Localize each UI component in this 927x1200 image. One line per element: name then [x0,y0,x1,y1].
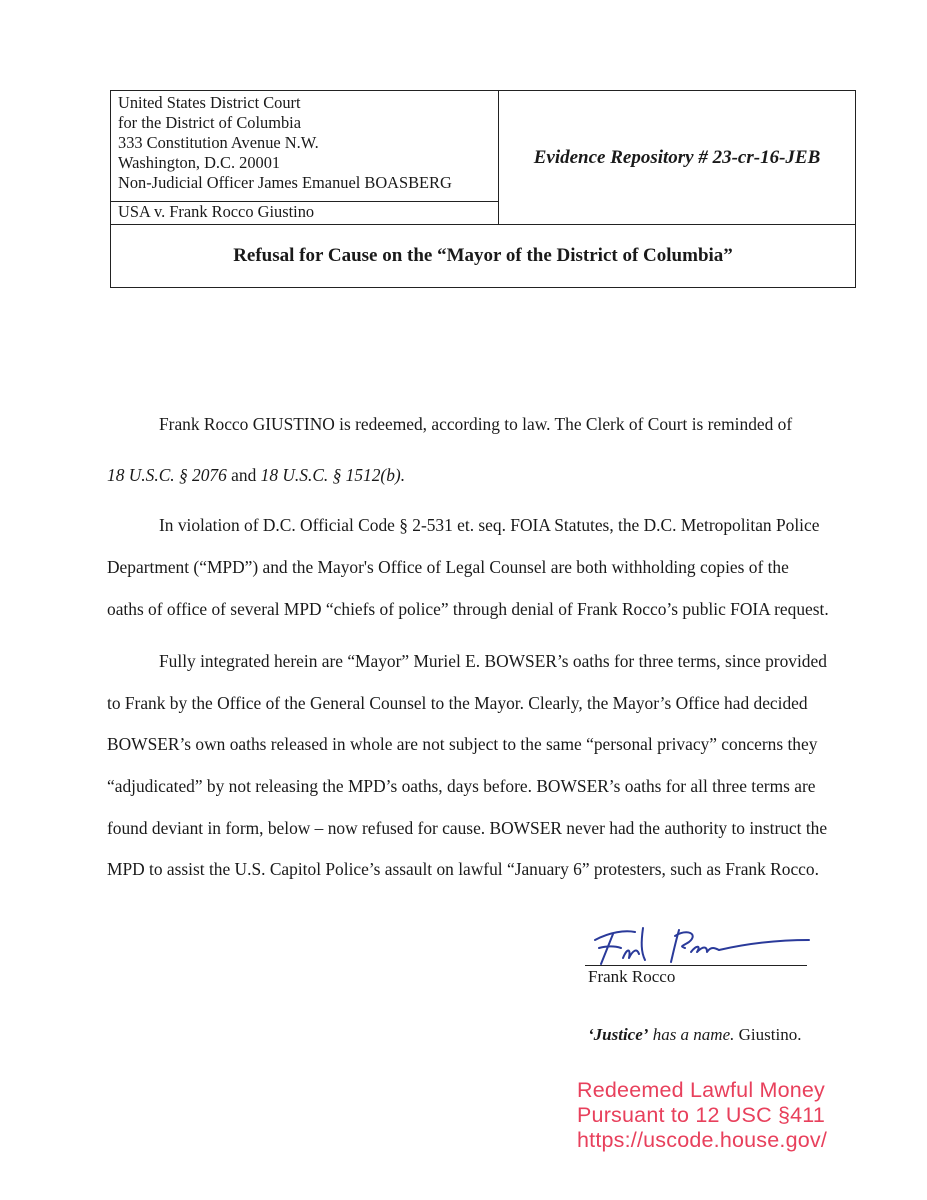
motto-justice: ‘Justice’ [588,1025,649,1044]
document-title: Refusal for Cause on the “Mayor of the District of Columbia” [233,245,733,266]
paragraph-3-line-2: to Frank by the Office of the General Counsel to the Mayor. Clearly, the Mayor’s Office had decided [107,693,808,713]
paragraph-2-line-3: oaths of office of several MPD “chiefs of police” through denial of Frank Rocco’s public FOIA request. [107,599,829,619]
court-district: for the District of Columbia [118,113,301,132]
citation-1512: 18 U.S.C. § 1512(b). [260,465,406,485]
justice-motto [588,1025,801,1045]
court-address-block [111,91,499,201]
court-city: Washington, D.C. 20001 [118,153,281,172]
stamp-line-2: Pursuant to 12 USC §411 [577,1103,826,1127]
motto-has-a-name: has a name. [648,1025,735,1044]
paragraph-3-line-3: BOWSER’s own oaths released in whole are not subject to the same “personal privacy” concerns they [107,734,818,754]
paragraph-1-citations [107,465,867,485]
stamp-line-1: Redeemed Lawful Money [577,1078,826,1102]
motto-surname: Giustino. [734,1025,802,1044]
signatory-name: Frank Rocco [588,967,676,986]
paragraph-1-line-1: Frank Rocco GIUSTINO is redeemed, according to law. The Clerk of Court is reminded of [159,414,793,434]
paragraph-3-line-6: MPD to assist the U.S. Capitol Police’s assault on lawful “January 6” protesters, such as Frank Rocco. [107,859,819,879]
paragraph-2-line-2: Department (“MPD”) and the Mayor's Office of Legal Counsel are both withholding copies of the [107,557,789,577]
case-caption: USA v. Frank Rocco Giustino [111,201,499,225]
signature-line [585,965,807,966]
court-name: United States District Court [118,93,301,112]
redeemed-lawful-money-stamp [577,1078,827,1153]
citation-2076: 18 U.S.C. § 2076 [107,465,227,485]
case-header-box [110,90,856,288]
stamp-line-3: https://uscode.house.gov/ [577,1128,828,1152]
paragraph-2-line-1: In violation of D.C. Official Code § 2-531 et. seq. FOIA Statutes, the D.C. Metropolitan Police [159,515,820,535]
evidence-repository-number: Evidence Repository # 23-cr-16-JEB [499,91,855,225]
paragraph-3-line-1: Fully integrated herein are “Mayor” Muriel E. BOWSER’s oaths for three terms, since provided [159,651,827,671]
paragraph-3-line-4: “adjudicated” by not releasing the MPD’s oaths, days before. BOWSER’s oaths for all three terms are [107,776,816,796]
paragraph-3-line-5: found deviant in form, below – now refused for cause. BOWSER never had the authority to instruct the [107,818,828,838]
handwritten-signature [585,918,815,968]
court-officer: Non-Judicial Officer James Emanuel BOASBERG [118,173,452,192]
court-street: 333 Constitution Avenue N.W. [118,133,319,152]
citation-conjunction: and [226,465,261,485]
